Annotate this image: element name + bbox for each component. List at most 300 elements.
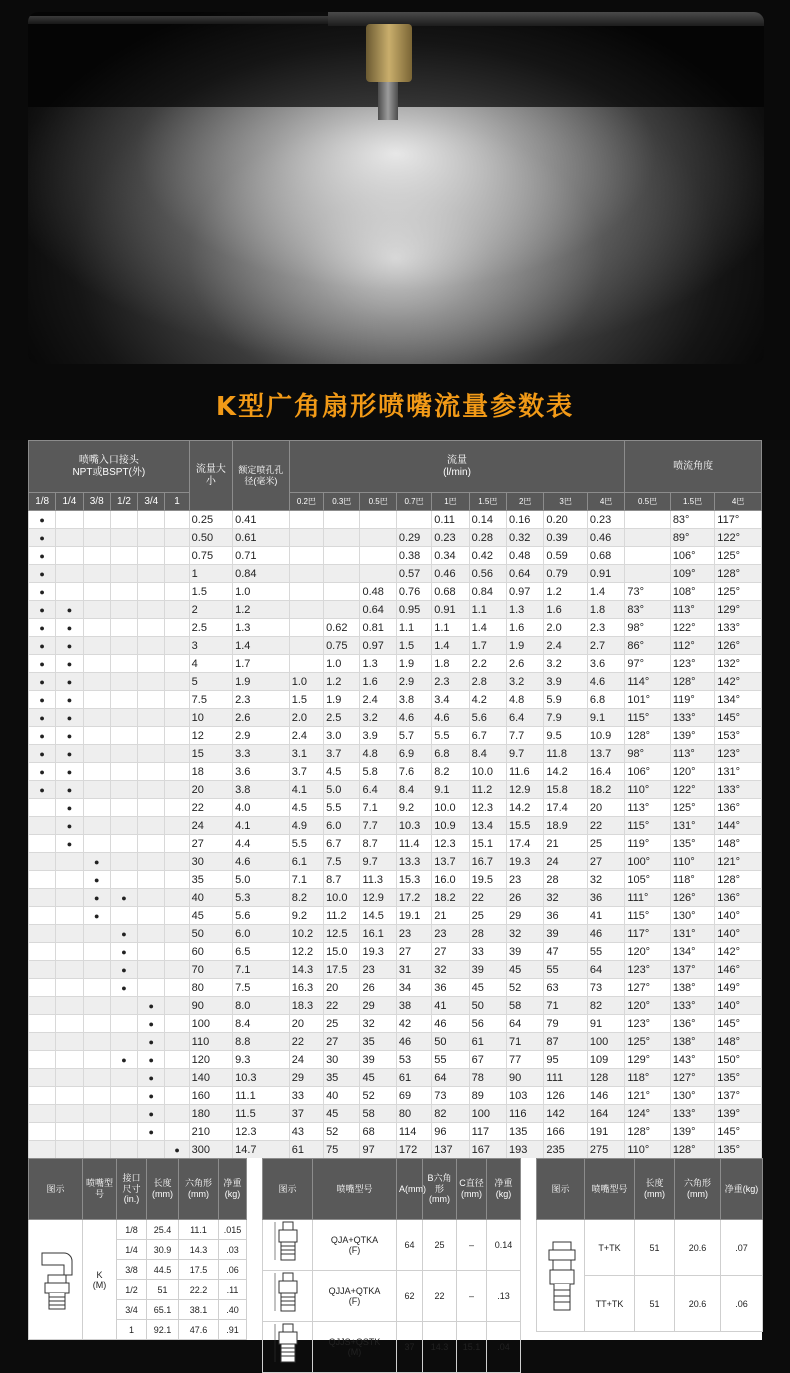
size-dot-cell: [83, 691, 110, 709]
table-cell: 3.9: [544, 673, 587, 691]
size-dot-cell: ●: [110, 889, 137, 907]
table-cell: 0.61: [233, 529, 290, 547]
size-dot-cell: ●: [56, 799, 83, 817]
size-dot-cell: [165, 511, 189, 529]
table-cell: 7.9: [544, 709, 587, 727]
table-row: [29, 1051, 762, 1069]
table-cell: 98°: [625, 619, 670, 637]
table-cell: 148°: [715, 1033, 762, 1051]
table-cell: 0.68: [432, 583, 469, 601]
table-cell: 6.4: [507, 709, 544, 727]
size-dot-cell: ●: [138, 1069, 165, 1087]
table-cell: 0.23: [587, 511, 624, 529]
size-dot-cell: [83, 655, 110, 673]
qj-nozzle-icon: [271, 1271, 305, 1321]
size-dot-cell: [110, 853, 137, 871]
size-dot-cell: [56, 1105, 83, 1123]
table-cell: 0.38: [396, 547, 431, 565]
table-cell: 17.5: [179, 1260, 219, 1280]
table-cell: 10.9: [432, 817, 469, 835]
size-dot-cell: [83, 583, 110, 601]
table-cell: 9.5: [544, 727, 587, 745]
table-cell: 2.6: [507, 655, 544, 673]
size-dot-cell: ●: [110, 979, 137, 997]
table-cell: 53: [396, 1051, 431, 1069]
table-cell: 12.3: [469, 799, 506, 817]
table-cell: 41: [432, 997, 469, 1015]
model-sub: (M): [347, 1347, 362, 1357]
size-dot-cell: [165, 637, 189, 655]
size-dot-cell: [165, 709, 189, 727]
table-row: [29, 511, 762, 529]
size-dot-cell: [165, 961, 189, 979]
table-cell: 10: [189, 709, 232, 727]
table-cell: 0.42: [469, 547, 506, 565]
size-dot-cell: ●: [56, 817, 83, 835]
size-dot-cell: [138, 709, 165, 727]
table-cell: 25: [587, 835, 624, 853]
table-cell: 134°: [715, 691, 762, 709]
size-dot-cell: [83, 727, 110, 745]
table-cell: 127°: [670, 1069, 714, 1087]
size-dot-cell: ●: [29, 691, 56, 709]
size-dot-cell: [165, 583, 189, 601]
table-cell: 75: [324, 1141, 360, 1159]
table-cell: 95: [544, 1051, 587, 1069]
table-cell: 1/8: [117, 1220, 147, 1240]
size-dot-cell: [29, 1015, 56, 1033]
table-cell: 126°: [715, 637, 762, 655]
size-dot-cell: ●: [29, 565, 56, 583]
table-cell: 0.62: [324, 619, 360, 637]
table-cell: 105°: [625, 871, 670, 889]
table-cell: 5.6: [233, 907, 290, 925]
nozzle-diagram-cell: [537, 1220, 585, 1332]
table-cell: 114°: [625, 673, 670, 691]
table-cell: 0.56: [469, 565, 506, 583]
table-cell: 13.4: [469, 817, 506, 835]
table-cell: 45: [469, 979, 506, 997]
table-cell: 103: [507, 1087, 544, 1105]
size-dot-cell: [56, 583, 83, 601]
table-cell: 10.0: [469, 763, 506, 781]
pressure-header: 4巴: [587, 493, 624, 511]
size-dot-cell: [110, 547, 137, 565]
table-cell: 139°: [670, 1123, 714, 1141]
size-dot-cell: [165, 1051, 189, 1069]
size-dot-cell: [29, 997, 56, 1015]
table-cell: 24: [289, 1051, 323, 1069]
size-dot-cell: [110, 1015, 137, 1033]
table-cell: 110°: [625, 781, 670, 799]
table-cell: 18.9: [544, 817, 587, 835]
table-cell: 100: [189, 1015, 232, 1033]
table-cell: 64: [587, 961, 624, 979]
table-cell: 15.5: [507, 817, 544, 835]
table-cell: 100: [469, 1105, 506, 1123]
table-cell: 0.79: [544, 565, 587, 583]
table-row: [29, 925, 762, 943]
table-cell: 0.50: [189, 529, 232, 547]
table-cell: 164: [587, 1105, 624, 1123]
table-cell: 6.9: [396, 745, 431, 763]
table-cell: 33: [289, 1087, 323, 1105]
table-cell: 137°: [670, 961, 714, 979]
table-cell: 0.97: [360, 637, 396, 655]
table-cell: 0.68: [587, 547, 624, 565]
size-dot-cell: ●: [56, 619, 83, 637]
table-cell: 3.6: [233, 763, 290, 781]
size-dot-cell: [83, 817, 110, 835]
table-cell: 133°: [715, 619, 762, 637]
dim-header: 喷嘴型号: [313, 1159, 397, 1220]
table-cell: 14.5: [360, 907, 396, 925]
table-cell: 110°: [625, 1141, 670, 1159]
size-dot-cell: [110, 1033, 137, 1051]
table-cell: [289, 529, 323, 547]
table-cell: 115°: [625, 817, 670, 835]
dim-table-k: [28, 1158, 247, 1340]
table-cell: 128: [587, 1069, 624, 1087]
table-cell: 8.4: [233, 1015, 290, 1033]
table-cell: 18.2: [432, 889, 469, 907]
table-cell: 19.1: [396, 907, 431, 925]
table-cell: 11.6: [507, 763, 544, 781]
table-cell: 117°: [715, 511, 762, 529]
table-cell: 113°: [670, 601, 714, 619]
table-cell: 1.1: [396, 619, 431, 637]
table-cell: 2.3: [432, 673, 469, 691]
table-cell: 83°: [670, 511, 714, 529]
table-cell: 11.2: [469, 781, 506, 799]
table-cell: 119°: [625, 835, 670, 853]
table-cell: 27: [189, 835, 232, 853]
size-dot-cell: [110, 817, 137, 835]
table-cell: TT+TK: [585, 1276, 635, 1332]
table-cell: 11.3: [360, 871, 396, 889]
model-name: QJJS+QSTK: [328, 1337, 381, 1347]
size-dot-cell: [29, 871, 56, 889]
size-dot-cell: ●: [56, 745, 83, 763]
table-cell: 35: [360, 1033, 396, 1051]
table-cell: 7.1: [233, 961, 290, 979]
size-dot-cell: [56, 925, 83, 943]
t-nozzle-icon: [543, 1236, 579, 1316]
table-cell: 11.4: [396, 835, 431, 853]
size-dot-cell: [138, 547, 165, 565]
table-cell: 133°: [670, 1105, 714, 1123]
table-cell: 36: [544, 907, 587, 925]
orifice-header: 额定喷孔孔径(毫米): [233, 441, 290, 511]
table-cell: 9.1: [587, 709, 624, 727]
table-cell: 0.46: [432, 565, 469, 583]
table-cell: [289, 547, 323, 565]
size-dot-cell: [110, 619, 137, 637]
table-cell: 14.3: [289, 961, 323, 979]
table-cell: 23: [432, 925, 469, 943]
table-row: [29, 1069, 762, 1087]
table-cell: 131°: [670, 817, 714, 835]
size-dot-cell: [29, 1051, 56, 1069]
size-dot-cell: ●: [138, 1051, 165, 1069]
size-dot-cell: [83, 1051, 110, 1069]
size-dot-cell: [138, 1141, 165, 1159]
size-dot-cell: [110, 871, 137, 889]
table-cell: 26: [360, 979, 396, 997]
model-name: QJJA+QTKA: [328, 1286, 381, 1296]
table-row: [29, 709, 762, 727]
table-row: [263, 1220, 521, 1271]
table-cell: 51: [147, 1280, 179, 1300]
size-dot-cell: ●: [165, 1141, 189, 1159]
table-cell: 11.2: [324, 907, 360, 925]
size-dot-cell: [110, 709, 137, 727]
table-cell: 1.2: [544, 583, 587, 601]
nozzle-diagram-cell: [263, 1271, 313, 1322]
table-cell: 135°: [715, 1069, 762, 1087]
table-cell: 61: [396, 1069, 431, 1087]
table-cell: 55: [587, 943, 624, 961]
table-cell: 11.8: [544, 745, 587, 763]
table-cell: 0.84: [469, 583, 506, 601]
dim-header: C直径(mm): [457, 1159, 487, 1220]
table-cell: 9.2: [289, 907, 323, 925]
table-row: [29, 1220, 247, 1240]
table-row: [29, 1087, 762, 1105]
size-dot-cell: [56, 961, 83, 979]
table-cell: 12: [189, 727, 232, 745]
dim-header: 六角形(mm): [675, 1159, 721, 1220]
table-cell: .40: [219, 1300, 247, 1320]
table-cell: 45: [507, 961, 544, 979]
table-cell: 4.8: [360, 745, 396, 763]
table-cell: 4.4: [233, 835, 290, 853]
table-cell: 132°: [715, 655, 762, 673]
table-cell: 89°: [670, 529, 714, 547]
table-cell: 153°: [715, 727, 762, 745]
table-cell: 6.5: [233, 943, 290, 961]
table-cell: 35: [189, 871, 232, 889]
table-cell: 32: [544, 889, 587, 907]
table-cell: 2.8: [469, 673, 506, 691]
table-row: [29, 979, 762, 997]
size-dot-cell: [83, 943, 110, 961]
table-row: [29, 889, 762, 907]
size-dot-cell: [29, 907, 56, 925]
table-cell: 77: [507, 1051, 544, 1069]
flow-header: [289, 441, 625, 493]
table-cell: 0.28: [469, 529, 506, 547]
table-cell: 0.14: [487, 1220, 521, 1271]
table-cell: 136°: [715, 889, 762, 907]
size-dot-cell: [138, 655, 165, 673]
table-cell: 2.4: [544, 637, 587, 655]
table-cell: 120°: [670, 763, 714, 781]
dim-header: 长度(mm): [635, 1159, 675, 1220]
table-cell: 172: [396, 1141, 431, 1159]
size-dot-cell: [165, 1033, 189, 1051]
table-cell: 131°: [715, 763, 762, 781]
size-dot-cell: [110, 691, 137, 709]
size-dot-cell: [110, 727, 137, 745]
table-cell: [324, 529, 360, 547]
table-cell: 38: [396, 997, 431, 1015]
size-dot-cell: ●: [29, 745, 56, 763]
table-cell: [324, 511, 360, 529]
table-row: [29, 583, 762, 601]
table-cell: 3.7: [324, 745, 360, 763]
size-dot-cell: [56, 529, 83, 547]
table-cell: 12.9: [360, 889, 396, 907]
table-cell: 113°: [670, 745, 714, 763]
table-cell: 114: [396, 1123, 431, 1141]
size-dot-cell: [83, 835, 110, 853]
table-cell: 64: [397, 1220, 423, 1271]
flow-table-panel: [28, 440, 762, 1156]
size-dot-cell: ●: [56, 709, 83, 727]
table-cell: 40: [189, 889, 232, 907]
k-nozzle-icon: [36, 1245, 76, 1315]
table-cell: 10.0: [324, 889, 360, 907]
table-cell: 7.5: [189, 691, 232, 709]
table-cell: 61: [469, 1033, 506, 1051]
table-cell: 1.1: [432, 619, 469, 637]
size-dot-cell: ●: [29, 763, 56, 781]
size-dot-cell: [138, 763, 165, 781]
table-cell: 35: [324, 1069, 360, 1087]
table-cell: 135°: [715, 1141, 762, 1159]
table-cell: [289, 583, 323, 601]
table-cell: 6.8: [587, 691, 624, 709]
size-dot-cell: [56, 1033, 83, 1051]
size-dot-cell: [56, 943, 83, 961]
table-cell: 13.3: [396, 853, 431, 871]
page-title: K型广角扇形喷嘴流量参数表: [215, 392, 575, 422]
table-cell: 149°: [715, 979, 762, 997]
size-dot-cell: [165, 889, 189, 907]
size-header: 3/8: [83, 493, 110, 511]
size-dot-cell: [83, 709, 110, 727]
table-cell: 0.14: [469, 511, 506, 529]
spray-fan: [28, 107, 764, 364]
table-row: [29, 997, 762, 1015]
nozzle-diagram-cell: [263, 1322, 313, 1373]
table-cell: 39: [469, 961, 506, 979]
table-cell: 0.91: [587, 565, 624, 583]
flow-size-header: 流量大小: [189, 441, 232, 511]
table-cell: 125°: [625, 1033, 670, 1051]
size-dot-cell: ●: [29, 601, 56, 619]
table-cell: 2.9: [396, 673, 431, 691]
spray-photo: [28, 12, 764, 364]
table-cell: 123°: [625, 961, 670, 979]
table-cell: 130°: [670, 1087, 714, 1105]
table-cell: 1/2: [117, 1280, 147, 1300]
table-cell: 142: [544, 1105, 587, 1123]
table-cell: 13.7: [587, 745, 624, 763]
size-dot-cell: ●: [29, 727, 56, 745]
size-dot-cell: ●: [29, 511, 56, 529]
dim-header: 图示: [29, 1159, 83, 1220]
pressure-header: 0.2巴: [289, 493, 323, 511]
table-cell: 6.8: [432, 745, 469, 763]
nozzle-diagram-cell: [263, 1220, 313, 1271]
size-dot-cell: [29, 979, 56, 997]
table-cell: 71: [507, 1033, 544, 1051]
table-cell: 23: [396, 925, 431, 943]
dim-header: B六角形(mm): [423, 1159, 457, 1220]
table-cell: 9.3: [233, 1051, 290, 1069]
size-dot-cell: [29, 1141, 56, 1159]
table-cell: 118°: [625, 1069, 670, 1087]
dim-header: 接口尺寸(in.): [117, 1159, 147, 1220]
table-cell: 21: [432, 907, 469, 925]
size-dot-cell: [138, 799, 165, 817]
table-cell: 7.1: [289, 871, 323, 889]
table-cell: 73: [587, 979, 624, 997]
size-dot-cell: [110, 997, 137, 1015]
table-cell: 17.5: [324, 961, 360, 979]
size-dot-cell: [56, 1141, 83, 1159]
table-cell: 20: [289, 1015, 323, 1033]
table-cell: 0.29: [396, 529, 431, 547]
size-dot-cell: [83, 1033, 110, 1051]
size-dot-cell: [165, 979, 189, 997]
model-cell: [313, 1322, 397, 1373]
table-cell: –: [457, 1220, 487, 1271]
qj-nozzle-icon: [271, 1220, 305, 1270]
table-cell: [360, 511, 396, 529]
table-cell: 26: [507, 889, 544, 907]
table-cell: 1.3: [507, 601, 544, 619]
table-cell: 0.97: [507, 583, 544, 601]
table-cell: 124°: [625, 1105, 670, 1123]
table-cell: 5.9: [544, 691, 587, 709]
model-sub: (M): [92, 1279, 107, 1290]
table-cell: 109°: [670, 565, 714, 583]
table-cell: .06: [721, 1276, 763, 1332]
table-row: [29, 547, 762, 565]
table-cell: 1.6: [544, 601, 587, 619]
table-cell: 28: [469, 925, 506, 943]
table-cell: 108°: [670, 583, 714, 601]
size-dot-cell: [29, 943, 56, 961]
table-cell: 1.2: [233, 601, 290, 619]
table-cell: 2.7: [587, 637, 624, 655]
table-cell: 8.4: [396, 781, 431, 799]
table-cell: 2.6: [233, 709, 290, 727]
table-row: [29, 1123, 762, 1141]
table-cell: 5.3: [233, 889, 290, 907]
size-dot-cell: [165, 619, 189, 637]
table-cell: 16.7: [469, 853, 506, 871]
table-cell: 3.3: [233, 745, 290, 763]
table-cell: 97: [360, 1141, 396, 1159]
table-cell: 1.5: [289, 691, 323, 709]
table-cell: 3.8: [233, 781, 290, 799]
table-cell: 3: [189, 637, 232, 655]
table-cell: 191: [587, 1123, 624, 1141]
table-cell: 0.84: [233, 565, 290, 583]
table-cell: 119°: [670, 691, 714, 709]
table-cell: 110°: [670, 853, 714, 871]
table-cell: 4.0: [233, 799, 290, 817]
hero-banner: [0, 0, 790, 440]
table-cell: 22: [469, 889, 506, 907]
table-cell: 118°: [670, 871, 714, 889]
table-cell: 3/8: [117, 1260, 147, 1280]
table-cell: 12.3: [233, 1123, 290, 1141]
